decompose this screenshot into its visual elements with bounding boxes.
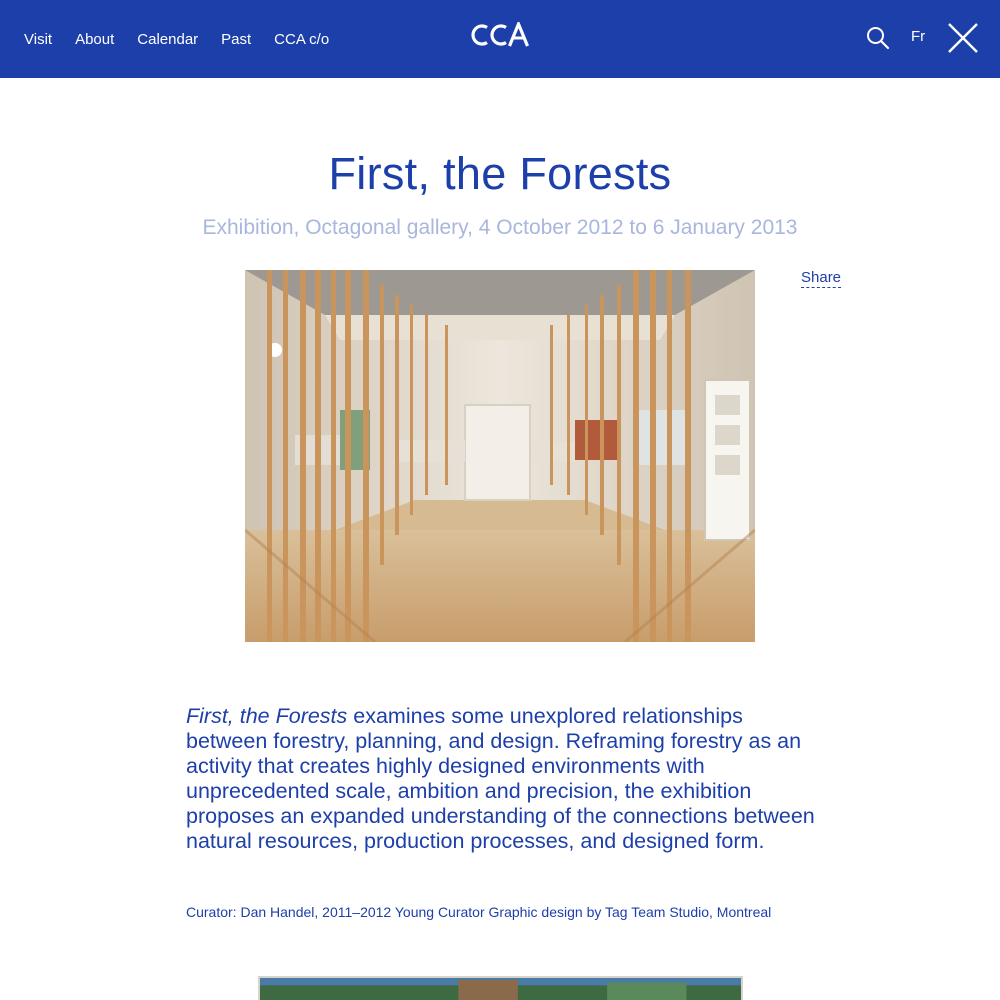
share-link[interactable]: Share <box>801 269 842 286</box>
nav-calendar[interactable]: Calendar <box>137 30 199 48</box>
language-toggle[interactable]: Fr <box>911 28 926 45</box>
exhibition-credits: Curator: Dan Handel, 2011–2012 Young Curator Graphic design by Tag Team Studio, Montreal <box>186 904 772 920</box>
description-text: examines some unexplored relationships between forestry, planning, and design. Reframing forestry as an activity that creates highly designed environments with unprecedented scale, ambition and precision, the exhibition proposes an expanded understanding of the connections between natural resources, production processes, and designed form. <box>186 704 815 853</box>
nav-about[interactable]: About <box>75 30 115 48</box>
close-icon[interactable] <box>947 22 979 54</box>
secondary-image <box>258 976 743 1000</box>
exhibition-subtitle: Exhibition, Octagonal gallery, 4 October 2012 to 6 January 2013 <box>202 216 798 239</box>
cca-logo[interactable] <box>470 22 530 48</box>
exhibition-description <box>186 704 826 854</box>
page-title: First, the Forests <box>328 148 672 199</box>
main-nav <box>24 0 352 78</box>
top-bar <box>0 0 1000 78</box>
exhibition-photo <box>245 270 755 642</box>
nav-past[interactable]: Past <box>221 30 252 48</box>
description-italic-title: First, the Forests <box>186 704 348 728</box>
nav-cca-co[interactable]: CCA c/o <box>274 30 330 48</box>
nav-visit[interactable]: Visit <box>24 30 53 48</box>
search-icon[interactable] <box>866 26 890 50</box>
